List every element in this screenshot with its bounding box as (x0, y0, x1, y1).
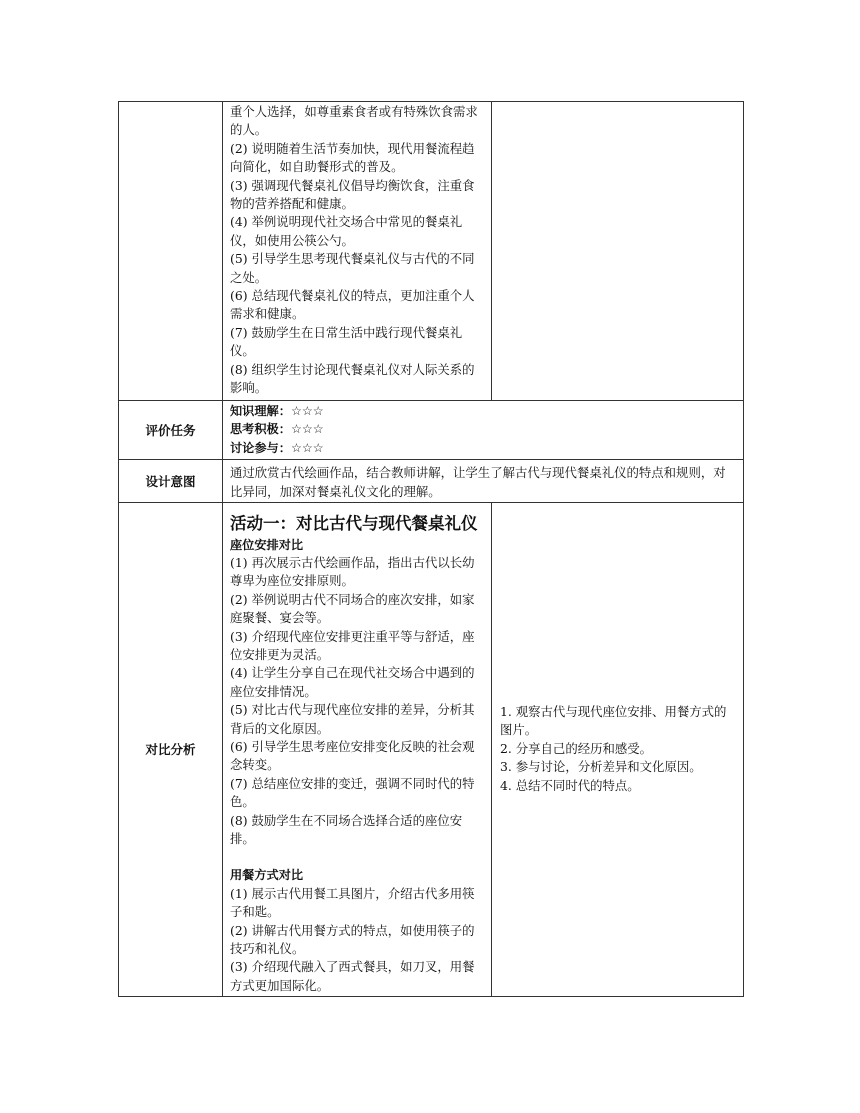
step-text: (5) 引导学生思考现代餐桌礼仪与古代的不同之处。 (230, 251, 475, 285)
design-intent-text: 通过欣赏古代绘画作品，结合教师讲解，让学生了解古代与现代餐桌礼仪的特点和规则，对比异同，加深对餐桌礼仪文化的理解。 (230, 464, 726, 499)
step-text: (8) 鼓励学生在不同场合选择合适的座位安排。 (230, 812, 463, 846)
table-row-continued (119, 102, 744, 401)
star-rating: ☆☆☆ (290, 422, 324, 437)
list-item: 2. 分享自己的经历和感受。 (500, 740, 653, 756)
step-text: (3) 介绍现代座位安排更注重平等与舒适，座位安排更为灵活。 (230, 628, 475, 662)
teacher-activity-cell (223, 102, 492, 401)
table-row-evaluation (119, 400, 744, 459)
star-rating: ☆☆☆ (290, 440, 324, 455)
evaluation-item-name: 思考积极： (230, 422, 291, 437)
student-activity-list (492, 703, 743, 795)
table-row-design-intent (119, 459, 744, 502)
step-text: (7) 鼓励学生在日常生活中践行现代餐桌礼仪。 (230, 324, 463, 359)
list-item: 1. 观察古代与现代座位安排、用餐方式的图片。 (500, 703, 727, 738)
step-text: (2) 讲解古代用餐方式的特点，如使用筷子的技巧和礼仪。 (230, 922, 475, 957)
evaluation-content (223, 400, 744, 459)
step-text: (6) 引导学生思考座位安排变化反映的社会观念转变。 (230, 738, 475, 773)
student-activity-cell (492, 102, 744, 401)
table-row-comparison (119, 502, 744, 996)
continued-steps (223, 102, 491, 400)
step-text: (7) 总结座位安排的变迁，强调不同时代的特色。 (230, 775, 475, 810)
evaluation-item-name: 知识理解： (230, 403, 291, 418)
design-intent-content (223, 459, 744, 502)
list-item: 4. 总结不同时代的特点。 (500, 777, 640, 793)
star-rating: ☆☆☆ (290, 403, 324, 418)
section-title-dining: 用餐方式对比 (230, 868, 304, 883)
step-text: (8) 组织学生讨论现代餐桌礼仪对人际关系的影响。 (230, 361, 475, 396)
empty-label-cell (119, 102, 223, 401)
design-intent-label: 设计意图 (119, 459, 223, 502)
comparison-label: 对比分析 (119, 502, 223, 996)
step-text: (4) 让学生分享自己在现代社交场合中遇到的座位安排情况。 (230, 665, 475, 699)
evaluation-label: 评价任务 (119, 400, 223, 459)
step-text: (2) 举例说明古代不同场合的座次安排，如家庭聚餐、宴会等。 (230, 591, 475, 626)
step-text: (1) 再次展示古代绘画作品，指出古代以长幼尊卑为座位安排原则。 (230, 554, 475, 589)
spacer (230, 848, 485, 866)
evaluation-item (230, 420, 737, 439)
section-title-seating: 座位安排对比 (230, 537, 304, 552)
activity-title: 活动一：对比古代与现代餐桌礼仪 (230, 513, 478, 533)
step-text: (5) 对比古代与现代座位安排的差异，分析其背后的文化原因。 (230, 702, 475, 736)
step-text: (6) 总结现代餐桌礼仪的特点，更加注重个人需求和健康。 (230, 288, 475, 322)
step-text: (2) 说明随着生活节奏加快，现代用餐流程趋向简化，如自助餐形式的普及。 (230, 140, 475, 175)
step-text: (3) 强调现代餐桌礼仪倡导均衡饮食，注重食物的营养搭配和健康。 (230, 177, 475, 212)
evaluation-item (230, 439, 737, 458)
evaluation-item (230, 402, 737, 421)
list-item: 3. 参与讨论，分析差异和文化原因。 (500, 759, 702, 775)
evaluation-item-name: 讨论参与： (230, 440, 291, 455)
comparison-teacher-cell (223, 502, 492, 996)
step-text: 重个人选择，如尊重素食者或有特殊饮食需求的人。 (230, 104, 478, 138)
step-text: (4) 举例说明现代社交场合中常见的餐桌礼仪，如使用公筷公勺。 (230, 214, 463, 248)
step-text: (1) 展示古代用餐工具图片，介绍古代多用筷子和匙。 (230, 885, 475, 920)
comparison-student-cell (492, 502, 744, 996)
step-text: (3) 介绍现代融入了西式餐具，如刀叉，用餐方式更加国际化。 (230, 959, 475, 993)
lesson-plan-table (118, 101, 744, 997)
